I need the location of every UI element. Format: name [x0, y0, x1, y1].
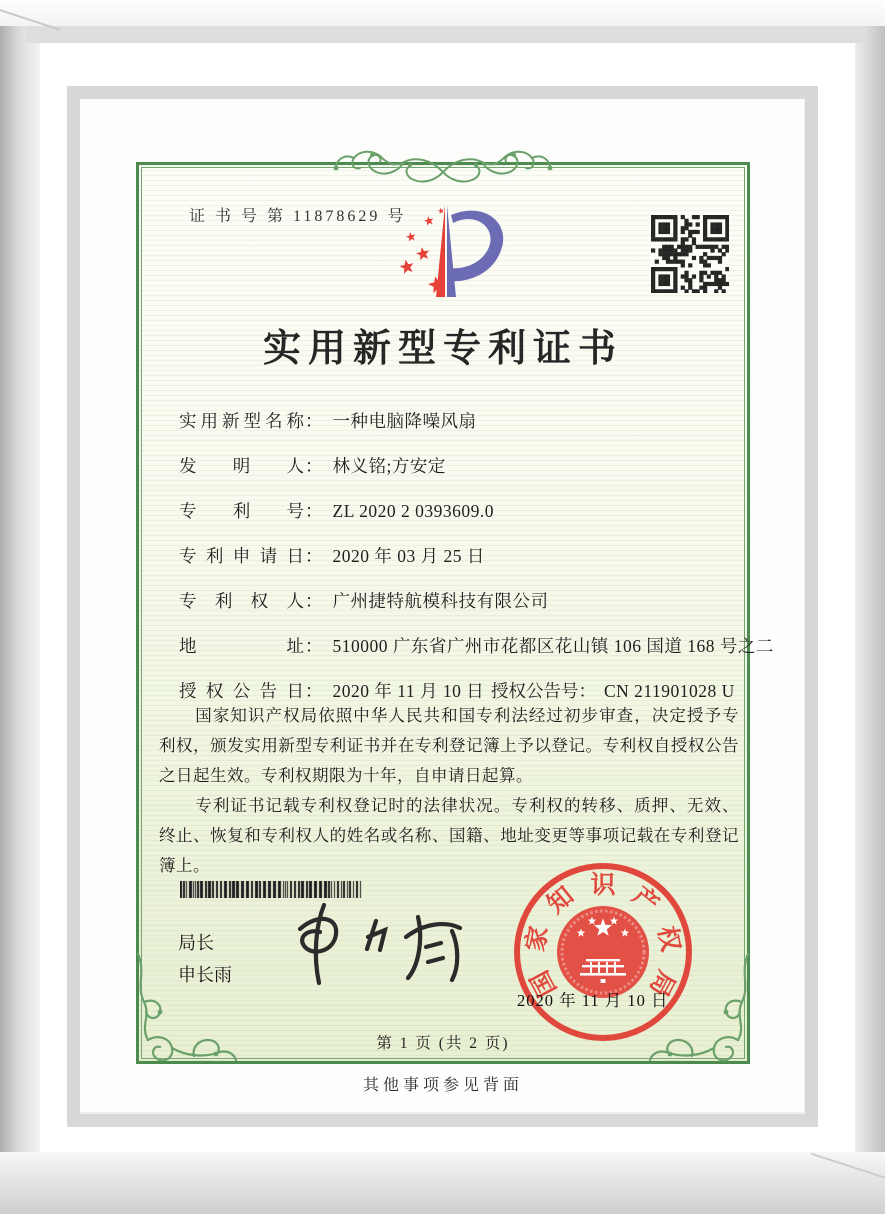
field-colon: ：	[305, 456, 323, 476]
field-row	[179, 633, 774, 678]
field-label: 专利申请日	[179, 546, 305, 566]
seal-ring-character: 知	[542, 882, 580, 919]
field-row	[179, 543, 731, 588]
field-label: 授权公告号	[491, 681, 579, 701]
legal-paragraph-1: 国家知识产权局依照中华人民共和国专利法经过初步审查，决定授予专利权，颁发实用新型专利证书并在专利登记簿上予以登记。专利权自授权公告之日起生效。专利权期限为十年，自申请日起算。	[159, 706, 739, 785]
field-row	[179, 453, 731, 498]
signer-block	[178, 927, 232, 991]
seal-ring-character: 识	[590, 872, 616, 899]
field-value: 2020 年 03 月 25 日	[332, 546, 485, 566]
frame-edge-top	[0, 0, 885, 26]
field-label: 实用新型名称	[179, 411, 305, 431]
field-row	[179, 408, 731, 453]
field-value: ZL 2020 2 0393609.0	[332, 501, 494, 521]
frame-edge-left	[0, 0, 40, 1214]
signature-icon	[284, 893, 479, 998]
legal-text	[159, 701, 739, 881]
field-colon: ：	[305, 591, 323, 611]
field-value: CN 211901028 U	[604, 681, 735, 701]
seal-date: 2020 年 11 月 10 日	[517, 991, 669, 1010]
field-value: 一种电脑降噪风扇	[332, 411, 477, 431]
field-colon: ：	[305, 681, 323, 701]
field-label: 专利号	[179, 501, 305, 521]
qr-code-icon	[651, 215, 729, 293]
field-label: 授权公告日	[179, 681, 305, 701]
official-seal	[514, 863, 692, 1041]
field-row	[179, 498, 731, 543]
field-label: 专利权人	[179, 591, 305, 611]
frame-edge-bottom	[0, 1152, 885, 1214]
field-colon: ：	[305, 546, 323, 566]
field-colon: ：	[578, 681, 596, 701]
certificate-number: 证 书 号 第 11878629 号	[189, 208, 407, 225]
frame-edge-right	[855, 0, 885, 1214]
field-label: 发明人	[179, 456, 305, 476]
seal-national-emblem	[555, 904, 651, 1000]
seal-ring-character: 家	[522, 924, 554, 954]
field-value: 广州捷特航模科技有限公司	[332, 591, 549, 611]
seal-ring-character: 局	[643, 965, 680, 1001]
signer-name: 申长雨	[178, 965, 232, 985]
field-value: 林义铭;方安定	[332, 456, 446, 476]
seal-ring-character: 国	[526, 965, 563, 1001]
cnipa-logo-icon	[385, 199, 515, 311]
field-label: 地址	[179, 636, 305, 656]
certificate-title: 实用新型专利证书	[262, 328, 623, 370]
field-value: 510000 广东省广州市花都区花山镇 106 国道 168 号之二	[332, 636, 774, 656]
certificate-page	[136, 162, 774, 1064]
seal-ring-character: 权	[652, 924, 684, 954]
field-pair-2	[491, 678, 735, 703]
back-side-note: 其他事项参见背面	[362, 1077, 523, 1094]
field-value: 2020 年 11 月 10 日	[332, 681, 485, 701]
field-row	[179, 588, 731, 633]
page-number: 第 1 页 (共 2 页)	[376, 1035, 510, 1052]
legal-paragraph-2: 专利证书记载专利权登记时的法律状况。专利权的转移、质押、无效、终止、恢复和专利权人的姓名或名称、国籍、地址变更等事项记载在专利登记簿上。	[159, 796, 739, 875]
frame-inner-lip	[26, 26, 863, 43]
field-list	[179, 408, 774, 723]
field-colon: ：	[305, 411, 323, 431]
signer-title: 局长	[178, 933, 214, 953]
field-colon: ：	[305, 501, 323, 521]
seal-ring-character: 产	[626, 882, 664, 919]
field-colon: ：	[305, 636, 323, 656]
